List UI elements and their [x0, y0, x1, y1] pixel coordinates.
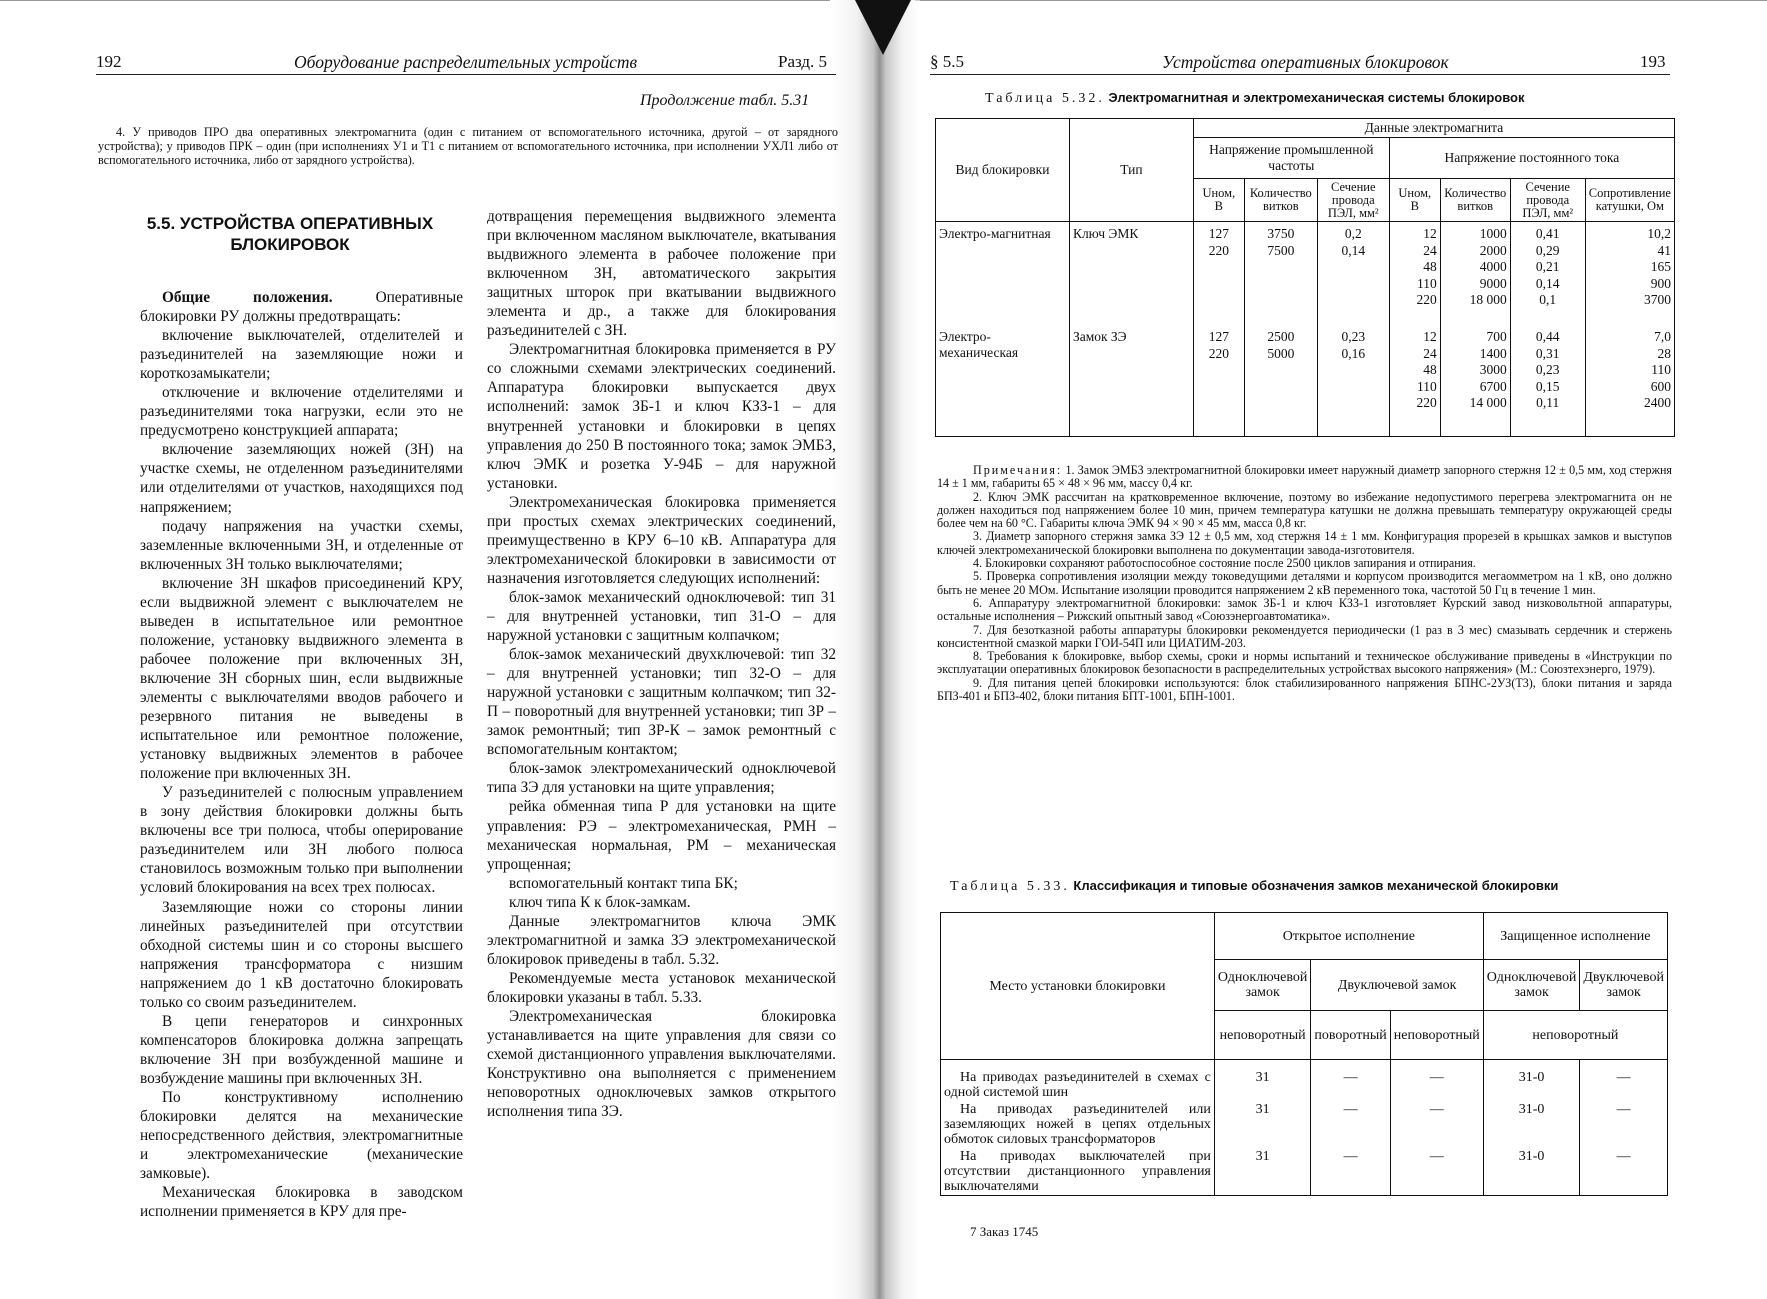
cell-ac-n: 3750 7500 — [1244, 222, 1317, 326]
cell-dc-u: 12 24 48 110 220 — [1389, 325, 1440, 437]
left-page — [0, 0, 860, 1299]
paragraph: В цепи генераторов и синхронных компенсаторов блокировка должна запрещать включение ЗН при возбужденной машине и возбуждение машины при включенных ЗН. — [140, 1012, 463, 1087]
section-title: 5.5. УСТРОЙСТВА ОПЕРАТИВНЫХ БЛОКИРОВОК — [146, 214, 434, 254]
note-6: 6. Аппаратуру электромагнитной блокировки: замок ЗБ-1 и ключ КЗЗ-1 изготовляет Курский завод низковольтной аппаратуры, остальные исполнения – Рижский опытный завод «Союзэнергоавтоматика». — [937, 595, 1672, 624]
note-2: 2. Ключ ЭМК рассчитан на кратковременное включение, поэтому во избежание недопустимого перегрева электромагнита он не должен находиться под напряжением более 10 мин, причем температура катушки не должна превышать температуру окружающей среды более чем на 60 °С. Габариты ключа ЭМК 94 × 90 × 45 мм, масса 0,8 кг. — [937, 489, 1672, 531]
table-533-label: Таблица 5.33. — [950, 879, 1070, 894]
header-section-dc: Сечение провода ПЭЛ, мм² — [1510, 179, 1585, 222]
table-note-4 — [98, 125, 838, 167]
note-4-text: 4. У приводов ПРО два оперативных электромагнита (один с питанием от вспомогательного источника, другой – от зарядного устройства); у приводов ПРК – один (при исполнениях У1 и Т1 с питанием от вспомогательного источника, при исполнении УХЛ1 либо от вспомогательного источника, либо от зарядного устройства). — [98, 125, 838, 167]
header-tip: Тип — [1069, 119, 1193, 222]
cell-ac-s: 0,23 0,16 — [1317, 325, 1389, 437]
cell-value: — — [1311, 1101, 1390, 1148]
cell-tip: Ключ ЭМК — [1069, 222, 1193, 326]
paragraph: включение ЗН шкафов присоединений КРУ, если выдвижной элемент с выключателем не выведен в испытательное или ремонтное положение, установку выдвижного элемента в рабочее положение при включенных ЗН, включение ЗН сборных шин, если выдвижные элементы с выключателями вводов рабочего и резервного питания не выведены в испытательное или ремонтное положение, установку выдвижных элементов в рабочее положение при включенных ЗН. — [140, 574, 463, 783]
cell-dc-s: 0,41 0,29 0,21 0,14 0,1 — [1510, 222, 1585, 326]
cell-ac-u: 127 220 — [1193, 222, 1244, 326]
header-one-key: Одноключевой замок — [1214, 960, 1311, 1011]
note-7: 7. Для безотказной работы аппаратуры блокировки рекомендуется периодически (1 раз в 3 мес) смазывать сердечник и стержень консистентной смазкой марки ГОИ-54П или ЦИАТИМ-203. — [937, 622, 1672, 650]
cell-place: На приводах разъединителей или заземляющих ножей в цепях отдельных обмоток силовых трансформаторов — [941, 1101, 1215, 1148]
header-nonrotating: неповоротный — [1214, 1011, 1311, 1060]
cell-place: На приводах разъединителей в схемах с одной системой шин — [941, 1060, 1215, 1102]
paragraph: подачу напряжения на участки схемы, заземленные включенными ЗН, и отделенные от включенных ЗН только выключателями; — [140, 517, 463, 573]
left-column-2 — [487, 207, 836, 1121]
header-vid: Вид блокировки — [936, 119, 1070, 222]
header-two-key-protected: Двуключевой замок — [1580, 960, 1668, 1011]
paragraph: включение заземляющих ножей (ЗН) на участке схемы, не отделенном разъединителями или отделителями от участков, находящихся под напряжением; — [140, 441, 463, 516]
page-number-left: 192 — [96, 52, 122, 71]
cell-value: — — [1390, 1060, 1483, 1102]
lead-heading: Общие положения. — [162, 289, 333, 306]
cell-ac-u: 127 220 — [1193, 325, 1244, 437]
page-footer: 7 Заказ 1745 — [970, 1224, 1039, 1239]
cell-value: — — [1311, 1148, 1390, 1196]
note-5: 5. Проверка сопротивления изоляции между токоведущими деталями и корпусом производится мегаомметром на 1 кВ, оно должно быть не менее 20 МОм. Испытание изоляции проводится напряжением 2 кВ переменного тока, частотой 50 Гц в течение 1 мин. — [937, 569, 1672, 597]
cell-dc-n: 700 1400 3000 6700 14 000 — [1440, 325, 1510, 437]
cell-value: — — [1580, 1148, 1668, 1196]
paragraph: По конструктивному исполнению блокировки делятся на механические непосредственного действия, электромагнитные и электромеханические (механические замковые). — [140, 1088, 463, 1183]
cell-value: 31-0 — [1483, 1060, 1580, 1102]
running-title-right: Устройства оперативных блокировок — [1162, 52, 1449, 72]
paragraph: Заземляющие ножи со стороны линии линейных разъединителей при отсутствии обходной системы шин и со стороны высшего напряжения трансформатора с низшим напряжением до 1 кВ достаточно блокировать только со своим разъединителем. — [140, 898, 463, 1011]
header-count: Количество витков — [1244, 179, 1317, 222]
paragraph: включение выключателей, отделителей и разъединителей на заземляющие ножи и короткозамыкатели; — [140, 327, 463, 383]
page-number-right: 193 — [1640, 52, 1666, 71]
header-nonrotating-3: неповоротный — [1483, 1011, 1667, 1060]
header-data: Данные электромагнита — [1193, 119, 1674, 138]
cell-value: — — [1390, 1101, 1483, 1148]
paragraph: отключение и включение отделителями и разъединителями тока нагрузки, если это не предусмотрено конструкцией аппарата; — [140, 384, 463, 440]
paragraph: Данные электромагнитов ключа ЭМК электромагнитной и замка ЗЭ электромеханической блокировок приведены в табл. 5.32. — [487, 912, 836, 968]
table-row — [941, 1060, 1668, 1102]
paragraph: ключ типа К к блок-замкам. — [509, 893, 691, 911]
table-row — [941, 1148, 1668, 1196]
paragraph: дотвращения перемещения выдвижного элемента при включенном масляном выключателе, вкатывания выдвижного элемента в рабочее положение при включенном ЗН, автоматического закрытия защитных шторок при вкатывании выдвижного элемента и др., а также для блокирования разъединителей с ЗН. — [487, 208, 836, 340]
cell-value: — — [1580, 1060, 1668, 1102]
header-ac: Напряжение промышленной частоты — [1193, 138, 1389, 179]
note-4: 4. Блокировки сохраняют работоспособное состояние после 2500 циклов запирания и отпирания. — [973, 556, 1476, 571]
paragraph: Электромагнитная блокировка применяется в РУ со сложными схемами электрических соединений. Аппаратура блокировки выпускается двух исполнений: замок ЗБ-1 и ключ КЗЗ-1 – для внутренней установки и блокировки в цепях управления до 250 В постоянного тока; замок ЭМБЗ, ключ ЭМК и розетка У-94Б – для наружной установки. — [487, 341, 836, 492]
note-9: 9. Для питания цепей блокировки используются: блок стабилизированного напряжения БПНС-2УЗ(Т3), блоки питания и заряда БПЗ-401 и БПЗ-402, блоки питания БПТ-1001, БПН-1001. — [937, 675, 1672, 704]
header-nonrotating-2: неповоротный — [1390, 1011, 1483, 1060]
cell-tip: Замок ЗЭ — [1069, 325, 1193, 437]
table-533-title: Классификация и типовые обозначения замков механической блокировки — [1073, 878, 1559, 893]
paragraph: У разъединителей с полюсным управлением в зону действия блокировки должны быть включены все три полюса, чтобы оперирование разъединителем или ЗН любого полюса становилось возможным только при выполнении условий блокирования на всех трех полюсах. — [140, 784, 463, 897]
top-edge-line-right — [915, 0, 1767, 1]
cell-value: — — [1580, 1101, 1668, 1148]
cell-ac-n: 2500 5000 — [1244, 325, 1317, 437]
table-532 — [935, 118, 1675, 437]
cell-value: 31-0 — [1483, 1148, 1580, 1196]
cell-dc-r: 7,0 28 110 600 2400 — [1585, 325, 1674, 437]
header-rule-right — [930, 74, 1670, 75]
table-533-caption — [950, 878, 1558, 895]
cell-vid: Электро-механическая — [936, 325, 1070, 437]
notes-label: Примечания: — [973, 463, 1063, 477]
cell-value: — — [1311, 1060, 1390, 1102]
header-place: Место установки блокировки — [941, 913, 1215, 1060]
table-row — [941, 1101, 1668, 1148]
paragraph: блок-замок электромеханический одноключевой типа ЗЭ для установки на щите управления; — [487, 760, 836, 797]
table-533 — [940, 912, 1668, 1196]
paragraph: Электромеханическая блокировка устанавливается на щите управления для связи со схемой дистанционного управления выключателями. Конструктивно она выполняется с применением неповоротных одноключевых замков открытого исполнения типа ЗЭ. — [487, 1007, 836, 1121]
book-spine-notch — [855, 0, 911, 55]
header-unom: Uном, В — [1193, 179, 1244, 222]
paragraph: рейка обменная типа Р для установки на щите управления: РЭ – электромеханическая, РМН – механическая нормальная, РМ – механическая упрощенная; — [487, 798, 836, 873]
header-count-dc: Количество витков — [1440, 179, 1510, 222]
header-protected: Защищенное исполнение — [1483, 913, 1667, 960]
header-dc: Напряжение постоянного тока — [1389, 138, 1674, 179]
table-continuation: Продолжение табл. 5.31 — [640, 92, 810, 109]
section-ref-right: § 5.5 — [930, 52, 964, 71]
paragraph: блок-замок механический двухключевой: тип 32 – для внутренней установки; тип 32-О – для наружной установки с защитным колпачком; тип 32-П – поворотный для внутренней установки; тип ЗР – замок ремонтный; тип ЗР-К – замок ремонтный с вспомогательным контактом; — [487, 646, 836, 759]
table-532-label: Таблица 5.32. — [985, 91, 1105, 106]
header-rotating: поворотный — [1311, 1011, 1390, 1060]
cell-dc-n: 1000 2000 4000 9000 18 000 — [1440, 222, 1510, 326]
cell-dc-r: 10,2 41 165 900 3700 — [1585, 222, 1674, 326]
cell-value: 31 — [1214, 1060, 1311, 1102]
header-two-key: Двуключевой замок — [1311, 960, 1483, 1011]
note-8: 8. Требования к блокировке, выбор схемы, сроки и нормы испытаний и техническое обслуживание приведены в «Инструкции по эксплуатации оперативных блокировок безопасности в распределительных устройствах высокого напряжения» (М.: Союзтехэнерго, 1979). — [937, 649, 1672, 677]
table-532-caption — [985, 90, 1525, 107]
paragraph: Электромеханическая блокировка применяется при простых схемах электрических соединений, преимущественно в КРУ 6–10 кВ. Аппаратура для электромеханической блокировки в зависимости от назначения изготовляется следующих исполнений: — [487, 493, 836, 587]
left-column-1 — [140, 288, 463, 1221]
header-unom-dc: Uном, В — [1389, 179, 1440, 222]
cell-vid: Электро-магнитная — [936, 222, 1070, 326]
cell-value: 31 — [1214, 1101, 1311, 1148]
table-532-title: Электромагнитная и электромеханическая системы блокировок — [1108, 90, 1525, 105]
table-row — [936, 222, 1675, 326]
paragraph: вспомогательный контакт типа БК; — [509, 874, 738, 892]
note-1: 1. Замок ЭМБЗ электромагнитной блокировки имеет наружный диаметр запорного стержня 12 ± 0,5 мм, ход стержня 14 ± 1 мм, габариты 65 × 48 × 96 мм, массу 0,4 кг. — [937, 463, 1672, 491]
paragraph: Механическая блокировка в заводском исполнении применяется в КРУ для пре- — [140, 1184, 463, 1221]
paragraph: Оперативные блокировки РУ должны предотвращать: — [140, 289, 463, 326]
paragraph: блок-замок механический одноключевой: тип 31 – для внутренней установки, тип 31-О – для наружной установки с защитным колпачком; — [487, 588, 836, 645]
header-section: Сечение провода ПЭЛ, мм² — [1317, 179, 1389, 222]
header-rule-left — [96, 74, 836, 75]
note-3: 3. Диаметр запорного стержня замка ЗЭ 12 ± 0,5 мм, ход стержня 14 ± 1 мм. Конфигурация прорезей в крышках замков и выступов ключей электромеханической блокировки выполнена по документации завода-изготовителя. — [937, 529, 1672, 557]
table-row — [936, 325, 1675, 437]
header-one-key-protected: Одноключевой замок — [1483, 960, 1580, 1011]
table-532-notes — [937, 464, 1672, 703]
cell-ac-s: 0,2 0,14 — [1317, 222, 1389, 326]
running-title-left: Оборудование распределительных устройств — [294, 52, 638, 72]
cell-value: 31-0 — [1483, 1101, 1580, 1148]
cell-dc-s: 0,44 0,31 0,23 0,15 0,11 — [1510, 325, 1585, 437]
paragraph: Рекомендуемые места установок механической блокировки указаны в табл. 5.33. — [487, 969, 836, 1006]
cell-value: 31 — [1214, 1148, 1311, 1196]
header-resist: Сопротивление катушки, Ом — [1585, 179, 1674, 222]
cell-value: — — [1390, 1148, 1483, 1196]
section-ref-left: Разд. 5 — [778, 52, 828, 71]
cell-place: На приводах выключателей при отсутствии дистанционного управления выключателями — [941, 1148, 1215, 1196]
cell-dc-u: 12 24 48 110 220 — [1389, 222, 1440, 326]
header-open: Открытое исполнение — [1214, 913, 1483, 960]
